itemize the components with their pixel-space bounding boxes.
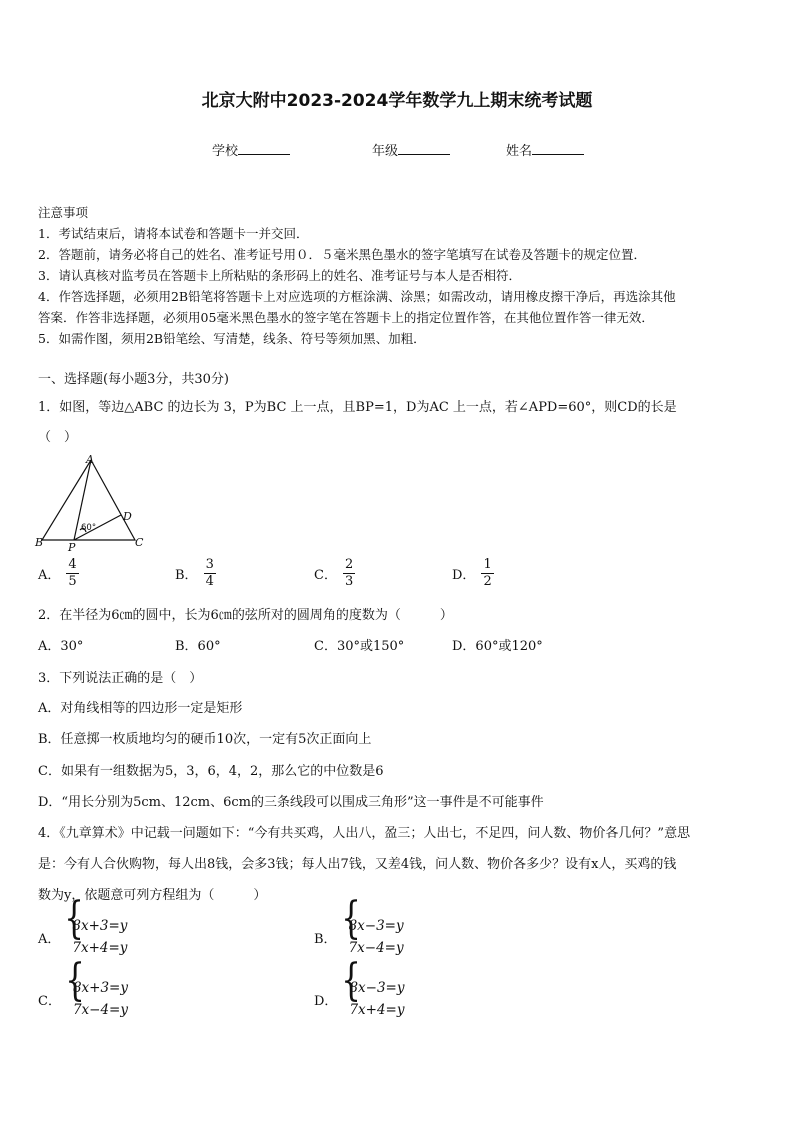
- q1-option-c[interactable]: C． $\frac{2}{3}$: [314, 557, 354, 589]
- equation-system: { 8x+3=y 7x−4=y: [65, 977, 128, 1021]
- q2-option-a[interactable]: A．30°: [38, 639, 84, 654]
- equation-system: { 8x+3=y 7x+4=y: [64, 915, 127, 959]
- note-item: 1．考试结束后，请将本试卷和答题卡一并交回．: [38, 226, 309, 241]
- q3-option-d[interactable]: D．“用长分别为5cm、12cm、6cm的三条线段可以围成三角形”这一事件是不可能事件: [38, 795, 544, 810]
- name-label: 姓名: [506, 144, 533, 159]
- question-1-text: 1．如图，等边△ABC 的边长为 3，P为BC 上一点，且BP=1，D为AC 上一点，若∠APD=60°，则CD的长是: [38, 400, 677, 415]
- q1-option-d[interactable]: D． $\frac{1}{2}$: [452, 557, 492, 589]
- equation-system: { 8x−3=y 7x−4=y: [341, 915, 404, 959]
- section-heading: 一、选择题(每小题3分，共30分): [38, 372, 229, 387]
- question-3-text: 3．下列说法正确的是（ ）: [38, 671, 203, 686]
- q2-option-d[interactable]: D．60°或120°: [452, 639, 543, 654]
- note-item: 3．请认真核对监考员在答题卡上所粘贴的条形码上的姓名、准考证号与本人是否相符．: [38, 268, 521, 283]
- q2-option-b[interactable]: B．60°: [175, 639, 221, 654]
- question-1-paren: （ ）: [38, 430, 78, 445]
- q2-option-c[interactable]: C．30°或150°: [314, 639, 405, 654]
- question-4-line-3: 数为y，依题意可列方程组为（ ）: [38, 888, 267, 903]
- triangle-figure: [34, 452, 154, 552]
- label-p: P: [68, 541, 76, 552]
- equation-system: { 8x−3=y 7x+4=y: [341, 977, 404, 1021]
- notes-heading: 注意事项: [38, 205, 89, 220]
- q3-option-a[interactable]: A．对角线相等的四边形一定是矩形: [38, 701, 243, 716]
- note-item: 2．答题前，请务必将自己的姓名、准考证号用０．５毫米黑色墨水的签字笔填写在试卷及答题卡的规定位置．: [38, 247, 646, 262]
- question-2-text: 2．在半径为6㎝的圆中，长为6㎝的弦所对的圆周角的度数为（ ）: [38, 608, 453, 623]
- label-a: A: [86, 453, 94, 466]
- grade-field: [372, 140, 450, 159]
- q4-option-b[interactable]: B． { 8x−3=y 7x−4=y: [314, 915, 404, 959]
- q4-option-c[interactable]: C． { 8x+3=y 7x−4=y: [38, 977, 128, 1021]
- name-blank: [532, 142, 584, 155]
- q3-option-c[interactable]: C．如果有一组数据为5，3，6，4，2，那么它的中位数是6: [38, 764, 384, 779]
- q4-option-d[interactable]: D． { 8x−3=y 7x+4=y: [314, 977, 404, 1021]
- question-4-line-1: 4．《九章算术》中记载一问题如下：“今有共买鸡，人出八，盈三；人出七，不足四，问人数、物价各几何？”意思: [38, 826, 691, 841]
- question-4-line-2: 是：今有人合伙购物，每人出8钱，会多3钱；每人出7钱，又差4钱，问人数、物价各多少？设有x人，买鸡的钱: [38, 857, 677, 872]
- school-blank: [238, 142, 290, 155]
- note-item: 4．作答选择题，必须用2B铅笔将答题卡上对应选项的方框涂满、涂黑；如需改动，请用橡皮擦干净后，再选涂其他: [38, 289, 676, 304]
- grade-label: 年级: [372, 144, 399, 159]
- q1-option-b[interactable]: B． $\frac{3}{4}$: [175, 557, 214, 589]
- note-item: 答案．作答非选择题，必须用05毫米黑色墨水的签字笔在答题卡上的指定位置作答，在其他位置作答一律无效．: [38, 310, 654, 325]
- page-title: 北京大附中2023-2024学年数学九上期末统考试题: [201, 91, 593, 111]
- name-field: [506, 140, 584, 159]
- label-d: D: [123, 510, 132, 523]
- label-c: C: [135, 536, 144, 549]
- school-label: 学校: [212, 144, 239, 159]
- angle-label: 60°: [81, 523, 97, 533]
- note-item: 5．如需作图，须用2B铅笔绘、写清楚，线条、符号等须加黑、加粗．: [38, 331, 426, 346]
- q3-option-b[interactable]: B．任意掷一枚质地均匀的硬币10次，一定有5次正面向上: [38, 732, 372, 747]
- school-field: [212, 140, 290, 159]
- q1-option-a[interactable]: A． $\frac{4}{5}$: [38, 557, 77, 589]
- label-b: B: [35, 536, 44, 549]
- q4-option-a[interactable]: A． { 8x+3=y 7x+4=y: [38, 915, 127, 959]
- grade-blank: [398, 142, 450, 155]
